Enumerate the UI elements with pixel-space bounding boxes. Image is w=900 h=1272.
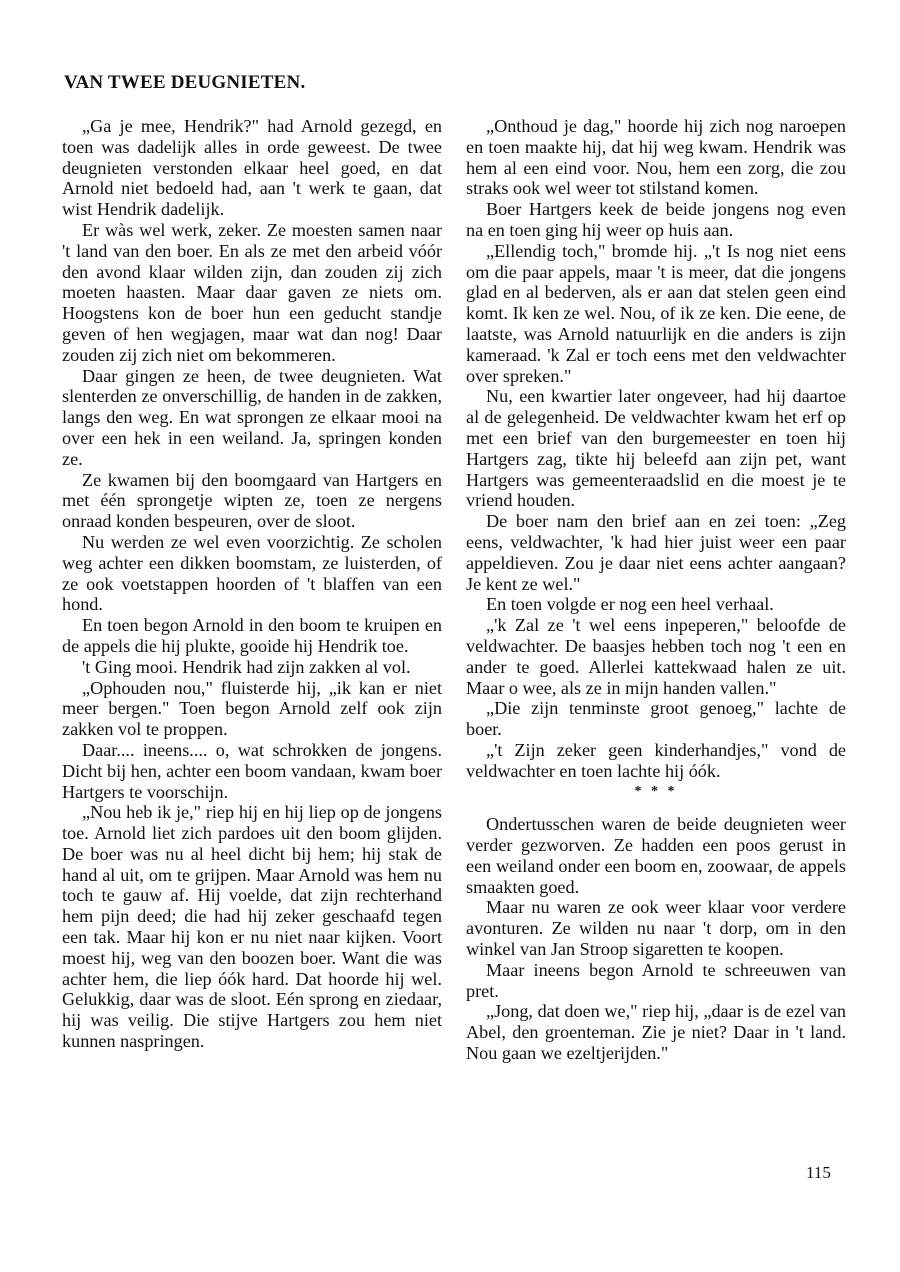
paragraph: „Nou heb ik je," riep hij en hij liep op de jongens toe. Arnold liet zich pardoes uit den boom glijden. De boer was nu al heel dicht bij hem; hij stak de hand al uit, om te grijpen. Maar Arnold was hem nu toch te gauw af. Hij voelde, dat zijn rechterhand hem pijn deed; die had hij zeker geschaafd tegen een tak. Maar hij kon er nu niet naar kijken. Voort moest hij, weg van den boozen boer. Want die was achter hem, die liep óók hard. Dat hoorde hij wel. Gelukkig, daar was de sloot. Eén sprong en ziedaar, hij was veilig. Die stijve Hartgers zou hem niet kunnen naspringen.	[62, 802, 442, 1052]
paragraph: „Jong, dat doen we," riep hij, „daar is de ezel van Abel, den groenteman. Zie je niet? Daar in 't land. Nou gaan we ezeltjerijden."	[466, 1001, 846, 1064]
paragraph: Daar gingen ze heen, de twee deugnieten. Wat slenterden ze onverschillig, de handen in de zakken, langs den weg. En wat sprongen ze elkaar mooi na over een hek in een weiland. Ja, springen konden ze.	[62, 365, 442, 469]
paragraph: Ze kwamen bij den boomgaard van Hartgers en met één sprongetje wipten ze, toen ze nergens onraad konden bespeuren, over de sloot.	[62, 469, 442, 532]
paragraph: Nu, een kwartier later ongeveer, had hij daartoe al de gelegenheid. De veldwachter kwam het erf op met een brief van den burgemeester en toen hij Hartgers zag, tikte hij beleefd aan zijn pet, want Hartgers was gemeenteraadslid en die moest je te vriend houden.	[466, 386, 846, 511]
paragraph: „'t Zijn zeker geen kinderhandjes," vond de veldwachter en toen lachte hij óók.	[466, 739, 846, 781]
paragraph: Maar nu waren ze ook weer klaar voor verdere avonturen. Ze wilden nu naar 't dorp, om in den winkel van Jan Stroop sigaretten te koopen.	[466, 897, 846, 960]
paragraph: Daar.... ineens.... o, wat schrokken de jongens. Dicht bij hen, achter een boom vandaan, kwam boer Hartgers te voorschijn.	[62, 739, 442, 802]
paragraph: Maar ineens begon Arnold te schreeuwen van pret.	[466, 959, 846, 1001]
paragraph: „Ophouden nou," fluisterde hij, „ik kan er niet meer bergen." Toen begon Arnold zelf ook zijn zakken vol te proppen.	[62, 677, 442, 740]
paragraph: De boer nam den brief aan en zei toen: „Zeg eens, veldwachter, 'k had hier juist weer een paar appeldieven. Zou je daar niet eens achter aangaan? Je kent ze wel."	[466, 511, 846, 594]
right-column	[466, 116, 846, 1064]
paragraph: Ondertusschen waren de beide deugnieten weer verder gezworven. Ze hadden een poos gerust in een weiland onder een boom en, zoowaar, de appels smaakten goed.	[466, 814, 846, 897]
section-separator: * * *	[634, 783, 678, 799]
paragraph: „Ga je mee, Hendrik?" had Arnold gezegd, en toen was dadelijk alles in orde geweest. De twee deugnieten verstonden elkaar heel goed, en dat Arnold niet bedoeld had, aan 't werk te gaan, dat wist Hendrik dadelijk.	[62, 116, 442, 220]
paragraph: En toen volgde er nog een heel verhaal.	[486, 594, 774, 615]
paragraph: „Die zijn tenminste groot genoeg," lachte de boer.	[466, 698, 846, 740]
chapter-title: VAN TWEE DEUGNIETEN.	[64, 72, 306, 93]
paragraph: „Onthoud je dag," hoorde hij zich nog naroepen en toen maakte hij, dat hij weg kwam. Hendrik was hem al een eind voor. Nou, hem een zorg, die zou straks ook wel weer tot stilstand komen.	[466, 116, 846, 199]
paragraph: Nu werden ze wel even voorzichtig. Ze scholen weg achter een dikken boomstam, ze luisterden, of ze ook voetstappen hoorden of 't blaffen van een hond.	[62, 531, 442, 615]
paragraph: 't Ging mooi. Hendrik had zijn zakken al vol.	[82, 656, 411, 677]
paragraph: En toen begon Arnold in den boom te kruipen en de appels die hij plukte, gooide hij Hendrik toe.	[62, 615, 442, 656]
page-number: 115	[806, 1163, 831, 1182]
paragraph: Er wàs wel werk, zeker. Ze moesten samen naar 't land van den boer. En als ze met den arbeid vóór den avond klaar wilden zijn, dan zouden zij zich moeten haasten. Maar daar gaven ze niets om. Hoogstens kon de boer hun een geducht standje geven of hen wegjagen, maar wat dan nog! Daar zouden zij zich niet om bekommeren.	[62, 219, 442, 365]
paragraph: „'k Zal ze 't wel eens inpeperen," beloofde de veldwachter. De baasjes hebben toch nog 't een en ander te goed. Allerlei kattekwaad halen ze uit. Maar o wee, als ze in mijn handen vallen."	[466, 615, 846, 698]
paragraph: Boer Hartgers keek de beide jongens nog even na en toen ging hij weer op huis aan.	[466, 199, 846, 240]
left-column	[62, 116, 442, 1052]
paragraph: „Ellendig toch," bromde hij. „'t Is nog niet eens om die paar appels, maar 't is meer, dat die jongens glad en al bederven, als er aan dat stelen geen eind komt. Ik ken ze wel. Nou, of ik ze ken. Die eene, de laatste, was Arnold natuurlijk en die anders is zijn kameraad. 'k Zal er toch eens met den veldwachter over spreken."	[466, 240, 846, 386]
